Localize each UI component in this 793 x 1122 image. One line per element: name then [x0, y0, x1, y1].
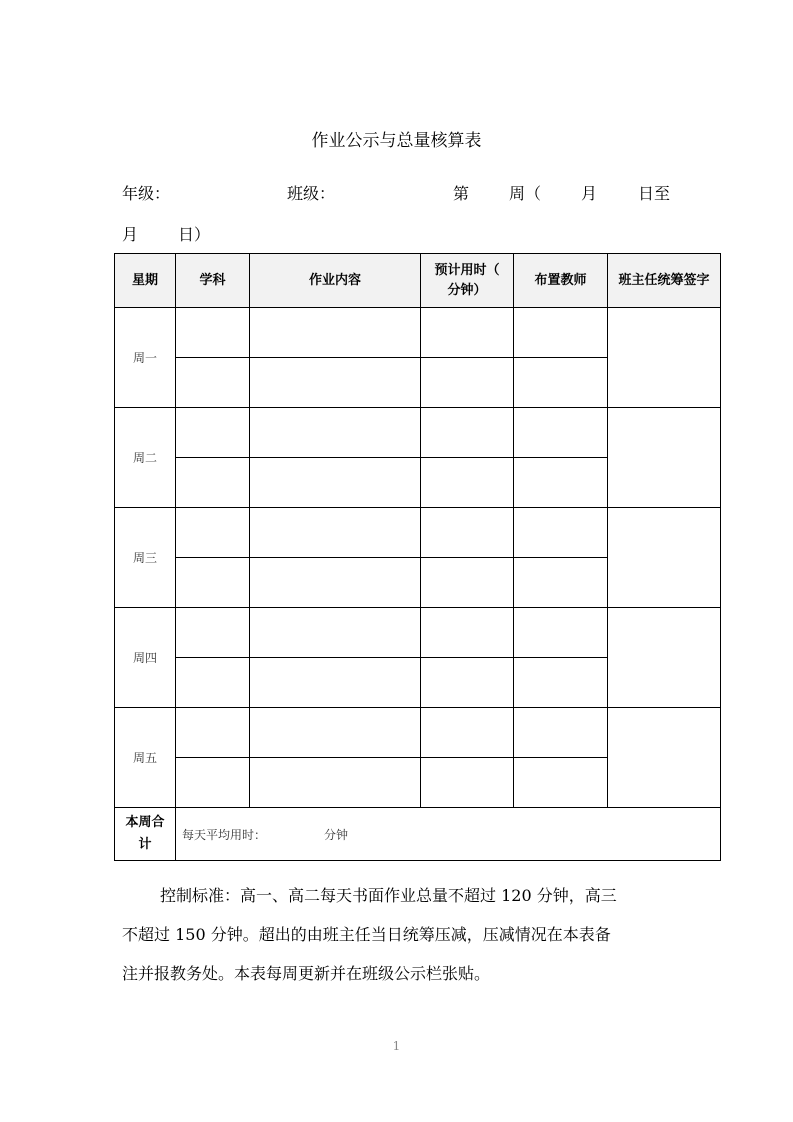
teacher-cell[interactable] [514, 308, 608, 358]
class-label: 班级： [287, 184, 336, 203]
time-cell[interactable] [421, 758, 514, 808]
total-row [115, 808, 721, 861]
content-cell[interactable] [250, 758, 421, 808]
table-row [115, 308, 721, 358]
table-row [115, 608, 721, 658]
signature-cell[interactable] [608, 608, 721, 708]
week-label: 周（ [509, 184, 542, 203]
content-cell[interactable] [250, 408, 421, 458]
weekday-cell: 周二 [115, 408, 176, 508]
total-label: 本周合 计 [115, 808, 176, 861]
table-row [115, 708, 721, 758]
signature-cell[interactable] [608, 508, 721, 608]
subject-cell[interactable] [176, 708, 250, 758]
grade-label: 年级： [122, 184, 171, 203]
note-line: 控制标准：高一、高二每天书面作业总量不超过 120 分钟，高三 [160, 886, 617, 905]
content-cell[interactable] [250, 558, 421, 608]
time-cell[interactable] [421, 708, 514, 758]
teacher-cell[interactable] [514, 658, 608, 708]
teacher-cell[interactable] [514, 508, 608, 558]
month-end: 月 [122, 225, 139, 244]
weekday-cell: 周五 [115, 708, 176, 808]
subject-cell[interactable] [176, 558, 250, 608]
subject-cell[interactable] [176, 458, 250, 508]
col-header-signature: 班主任统筹签字 [608, 254, 721, 308]
avg-time-label: 每天平均用时： [182, 827, 267, 842]
time-cell[interactable] [421, 658, 514, 708]
content-cell[interactable] [250, 608, 421, 658]
col-header-weekday: 星期 [115, 254, 176, 308]
subject-cell[interactable] [176, 308, 250, 358]
col-header-teacher: 布置教师 [514, 254, 608, 308]
content-cell[interactable] [250, 658, 421, 708]
month-start: 月 [581, 184, 598, 203]
teacher-cell[interactable] [514, 608, 608, 658]
avg-time-unit: 分钟 [324, 827, 349, 842]
weekday-cell: 周三 [115, 508, 176, 608]
signature-cell[interactable] [608, 408, 721, 508]
time-cell[interactable] [421, 558, 514, 608]
teacher-cell[interactable] [514, 458, 608, 508]
note-line: 不超过 150 分钟。超出的由班主任当日统筹压减，压减情况在本表备 [122, 925, 611, 944]
subject-cell[interactable] [176, 658, 250, 708]
page-title: 作业公示与总量核算表 [311, 131, 482, 151]
content-cell[interactable] [250, 508, 421, 558]
weekday-cell: 周四 [115, 608, 176, 708]
subject-cell[interactable] [176, 508, 250, 558]
subject-cell[interactable] [176, 758, 250, 808]
homework-table [114, 253, 721, 861]
control-note [122, 876, 682, 993]
content-cell[interactable] [250, 708, 421, 758]
note-line: 注并报教务处。本表每周更新并在班级公示栏张贴。 [122, 964, 491, 983]
time-cell[interactable] [421, 508, 514, 558]
time-cell[interactable] [421, 308, 514, 358]
time-cell[interactable] [421, 408, 514, 458]
col-header-subject: 学科 [176, 254, 250, 308]
content-cell[interactable] [250, 458, 421, 508]
total-cell[interactable] [176, 808, 721, 861]
subject-cell[interactable] [176, 608, 250, 658]
subject-cell[interactable] [176, 358, 250, 408]
day-end: 日） [178, 225, 211, 244]
time-cell[interactable] [421, 358, 514, 408]
subject-cell[interactable] [176, 408, 250, 458]
weekday-cell: 周一 [115, 308, 176, 408]
time-cell[interactable] [421, 458, 514, 508]
table-row [115, 508, 721, 558]
content-cell[interactable] [250, 308, 421, 358]
col-header-est-time: 预计用时（ 分钟） [421, 254, 514, 308]
day-to: 日至 [638, 184, 671, 203]
teacher-cell[interactable] [514, 708, 608, 758]
col-header-content: 作业内容 [250, 254, 421, 308]
teacher-cell[interactable] [514, 558, 608, 608]
page-number: 1 [392, 1039, 401, 1053]
week-prefix: 第 [453, 184, 470, 203]
signature-cell[interactable] [608, 308, 721, 408]
teacher-cell[interactable] [514, 408, 608, 458]
teacher-cell[interactable] [514, 358, 608, 408]
content-cell[interactable] [250, 358, 421, 408]
signature-cell[interactable] [608, 708, 721, 808]
teacher-cell[interactable] [514, 758, 608, 808]
time-cell[interactable] [421, 608, 514, 658]
table-row [115, 408, 721, 458]
